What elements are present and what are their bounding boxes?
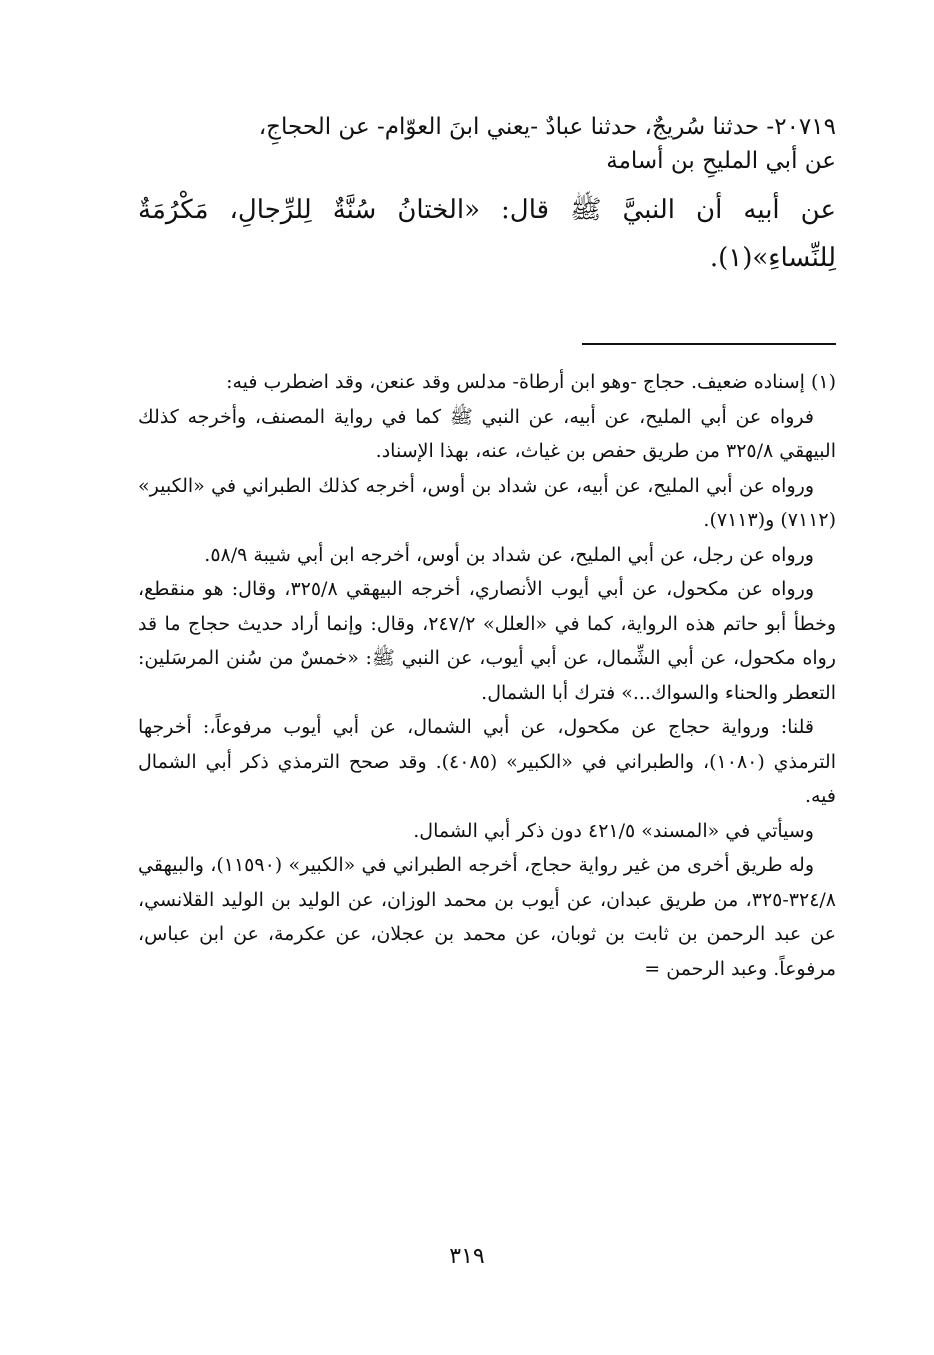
footnote-paragraph: قلنا: ورواية حجاج عن مكحول، عن أبي الشمال، عن أبي أيوب مرفوعاً،: أخرجها الترمذي (١٠٨٠)، والطبراني في «الكبير» (٤٠٨٥). وقد صحح الترمذي ذكر أبي الشمال فيه. xyxy=(138,716,836,807)
footnotes xyxy=(138,365,836,986)
hadith-isnad-line-2: عن أبي المليحِ بن أسامة xyxy=(606,148,836,174)
footnote-paragraph: وله طريق أخرى من غير رواية حجاج، أخرجه الطبراني في «الكبير» (١١٥٩٠)، والبيهقي ٣٢٤/٨-٣٢٥، من طريق عبدان، عن أيوب بن محمد الوزان، عن الوليد بن الوليد القلانسي، عن عبد الرحمن بن ثابت بن ثوبان، عن محمد بن عجلان، عن عكرمة، عن ابن عباس، مرفوعاً. وعبد الرحمن = xyxy=(138,854,837,980)
footnote-paragraph: وسيأتي في «المسند» ٤٢١/٥ دون ذكر أبي الشمال. xyxy=(413,819,814,842)
footnote-separator xyxy=(582,343,836,345)
main-text xyxy=(138,110,836,282)
hadith-block xyxy=(138,110,836,282)
footnote-paragraph: فرواه عن أبي المليح، عن أبيه، عن النبي ﷺ كما في رواية المصنف، وأخرجه كذلك البيهقي ٣٢٥/٨ من طريق حفص بن غياث، عنه، بهذا الإسناد. xyxy=(138,405,836,462)
hadith-matn: عن أبيه أن النبيَّ ﷺ قال: «الختانُ سُنَّةٌ لِلرِّجالِ، مَكْرُمَةٌ لِلنِّساءِ»(١). xyxy=(138,195,836,273)
footnote-paragraph: ورواه عن أبي المليح، عن أبيه، عن شداد بن أوس، أخرجه كذلك الطبراني في «الكبير» (٧١١٢) و(٧١١٣). xyxy=(138,474,836,531)
footnote-paragraph: (١) إسناده ضعيف. حجاج -وهو ابن أرطاة- مدلس وقد عنعن، وقد اضطرب فيه: xyxy=(226,371,836,393)
hadith-isnad-line-1: ٢٠٧١٩- حدثنا سُريجٌ، حدثنا عبادٌ -يعني ابنَ العوّام- عن الحجاجِ، xyxy=(258,114,836,140)
footnote-paragraph: ورواه عن مكحول، عن أبي أيوب الأنصاري، أخرجه البيهقي ٣٢٥/٨، وقال: هو منقطع، وخطأ أبو حاتم هذه الرواية، كما في «العلل» ٢٤٧/٢، وقال: وإنما أراد حديث حجاج ما قد رواه مكحول، عن أبي الشِّمال، عن أبي أيوب، عن النبي ﷺ: «خمسٌ من سُنن المرسَلين: التعطر والحناء والسواك...» فترك أبا الشمال. xyxy=(138,578,837,704)
page-number: ٣١٩ xyxy=(449,1244,485,1269)
footnote-paragraph: ورواه عن رجل، عن أبي المليح، عن شداد بن أوس، أخرجه ابن أبي شيبة ٥٨/٩. xyxy=(204,543,814,566)
